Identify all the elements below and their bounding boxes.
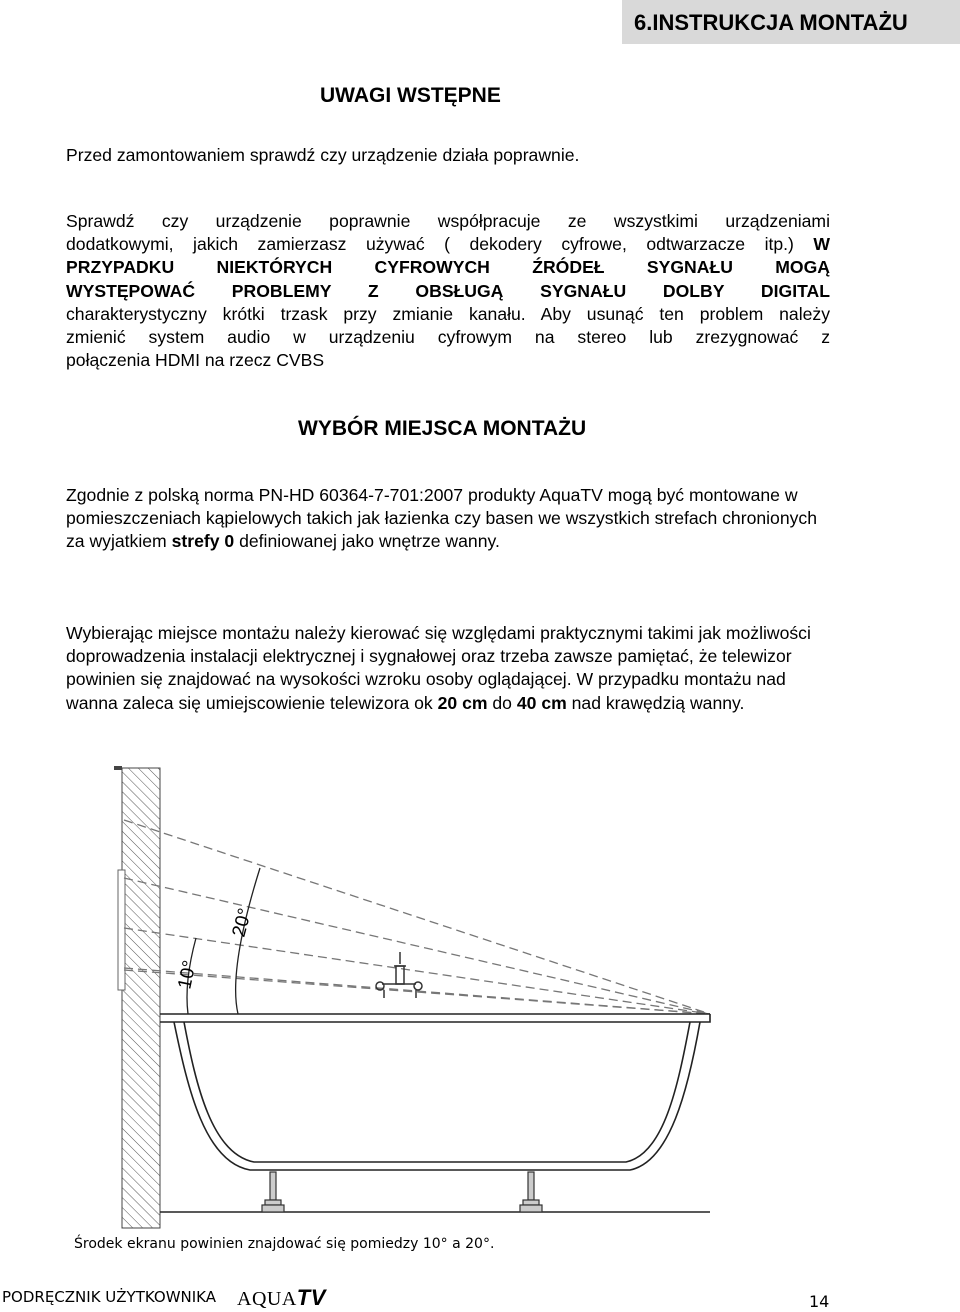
height-min: 20 cm [437,692,488,713]
page-number: 14 [809,1292,830,1311]
location-text-end: nad krawędzią wanny. [566,692,745,713]
logo-text-aqua: AQUA [237,1288,297,1310]
bathtub [160,1014,710,1212]
para-line-5 [66,303,830,326]
intro-heading: UWAGI WSTĘPNE [320,84,501,107]
angle-label-20: 20° [228,906,257,940]
sight-lines [124,820,710,1014]
pre-check-text: Przed zamontowaniem sprawdź czy urządzenie działa poprawnie. [66,145,580,165]
standard-text-end: definiowanej jako wnętrze wanny. [234,531,500,552]
para-line-1: Sprawdź czy urządzenie poprawnie współpracuje ze wszystkimi urządzeniami [66,211,830,231]
para-line-5-text: charakterystyczny krótki trzask przy zmianie kanału. [66,303,526,324]
location-mid: do [487,692,517,713]
standard-paragraph [66,484,830,554]
tub-feet [262,1172,542,1212]
compatibility-paragraph [66,210,830,372]
para-line-3: PRZYPADKU NIEKTÓRYCH CYFROWYCH ŹRÓDEŁ SYGNAŁU MOGĄ [66,257,830,278]
warning-start: W [813,234,831,255]
faucet [376,952,422,998]
placement-heading: WYBÓR MIEJSCA MONTAŻU [298,417,587,440]
bathtub-mounting-diagram [110,760,740,1230]
aquatv-logo [237,1285,326,1311]
location-paragraph [66,622,830,715]
footer-manual-label: PODRĘCZNIK UŻYTKOWNIKA [2,1288,217,1306]
tv-screen [118,870,125,990]
para-line-7: połączenia HDMI na rzecz CVBS [66,350,325,371]
angle-label-10: 10° [174,958,201,992]
section-header: 6.INSTRUKCJA MONTAŻU [622,0,960,44]
zone-zero: strefy 0 [171,531,235,552]
wall [122,768,160,1228]
standard-text: Zgodnie z polską norma PN-HD 60364-7-701:2007 produkty AquaTV mogą być montowane w pomieszczeniach kąpielowych takich jak łazienka czy basen we wszystkich strefach chronionych za wyjatkiem [66,485,818,552]
para-line-6: zmienić system audio w urządzeniu cyfrowym na stereo lub zrezygnować z [66,327,830,348]
para-line-2 [66,233,830,256]
remedy-text: Aby usunąć ten problem należy [540,303,830,324]
location-text: Wybierając miejsce montażu należy kierować się względami praktycznymi takimi jak możliwości doprowadzenia instalacji elektrycznej i sygnałowej oraz trzeba zawsze pamiętać, że telewizor powinien się znajdować na wysokości wzroku osoby oglądającej. W przypadku montażu nad wanna zaleca się umiejscowienie telewizora ok [66,623,811,713]
height-max: 40 cm [516,692,567,713]
para-line-2-text: dodatkowymi, jakich zamierzasz używać ( dekodery cyfrowe, odtwarzacze itp.) [66,234,794,255]
diagram-caption: Środek ekranu powinien znajdować się pomiedzy 10° a 20°. [74,1236,495,1252]
para-line-4: WYSTĘPOWAĆ PROBLEMY Z OBSŁUGĄ SYGNAŁU DOLBY DIGITAL [66,280,830,301]
logo-text-tv: TV [296,1285,326,1310]
angle-arc-20 [236,868,260,1014]
